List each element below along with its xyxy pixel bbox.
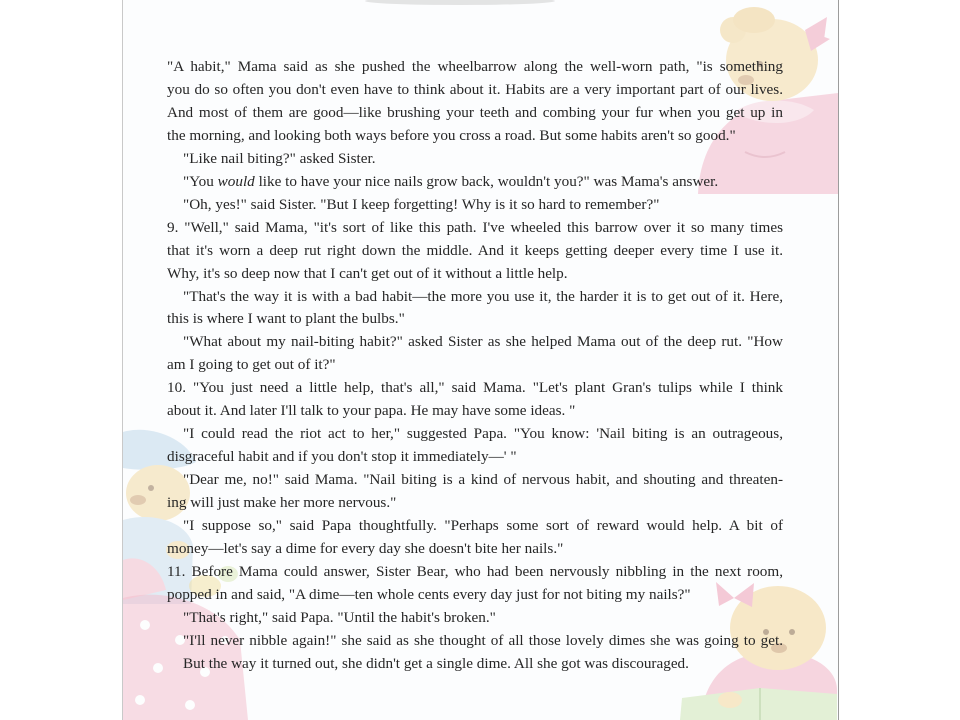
- text-line: 11. Before Mama could answer, Sister Bear, who had been nervously nibbling in the next room,: [167, 562, 783, 580]
- paragraph: [167, 331, 783, 377]
- dress-dot: [140, 620, 150, 630]
- text-line: And most of them are good—like brushing your teeth and combing your fur when you get up in: [167, 103, 783, 121]
- paragraph: [167, 630, 783, 653]
- paragraph: [167, 607, 783, 630]
- dress-dot: [153, 663, 163, 673]
- paragraph: [167, 377, 783, 423]
- paragraph: [167, 217, 783, 286]
- italic-word: would: [217, 172, 255, 190]
- green-book: [680, 688, 837, 720]
- smudge-mark: [365, 0, 555, 5]
- bear-nose: [130, 495, 146, 505]
- text-line: "What about my nail-biting habit?" asked Sister as she helped Mama out of the deep rut. "How: [183, 333, 783, 351]
- dress-dot: [135, 695, 145, 705]
- paragraph: [167, 194, 783, 217]
- text-line: disgraceful habit and if you don't stop it immediately—' ": [167, 448, 517, 466]
- paragraph: [167, 171, 783, 194]
- bear-hand: [718, 692, 742, 708]
- paragraph: [167, 423, 783, 469]
- text-line: ing will just make her more nervous.": [167, 494, 397, 512]
- text-line: "I'll never nibble again!" she said as she thought of all those lovely dimes she was going to get.: [183, 631, 783, 649]
- paragraph: [167, 653, 783, 676]
- text-line: "A habit," Mama said as she pushed the wheelbarrow along the well-worn path, "is something: [167, 58, 783, 75]
- text-line: "Dear me, no!" said Mama. "Nail biting is a kind of nervous habit, and shouting and threaten-: [183, 471, 783, 489]
- paragraph: [167, 286, 783, 332]
- dress-dot: [185, 700, 195, 710]
- text-line: "I could read the riot act to her," suggested Papa. "You know: 'Nail biting is an outrageous,: [183, 425, 783, 443]
- paragraph: [167, 561, 783, 607]
- text-line: "Like nail biting?" asked Sister.: [183, 149, 376, 167]
- bear-hand: [733, 7, 775, 33]
- text-line: But the way it turned out, she didn't get a single dime. All she got was discouraged.: [183, 654, 689, 672]
- text-line: about it. And later I'll talk to your papa. He may have some ideas. ": [167, 402, 576, 420]
- text-line: this is where I want to plant the bulbs.": [167, 310, 405, 328]
- text-line: popped in and said, "A dime—ten whole cents every day just for not biting my nails?": [167, 585, 691, 603]
- bear-eye: [789, 629, 795, 635]
- text-line: "That's right," said Papa. "Until the habit's broken.": [183, 608, 496, 626]
- text-line: am I going to get out of it?": [167, 356, 336, 374]
- paragraph: [167, 148, 783, 171]
- text-line: "Oh, yes!" said Sister. "But I keep forgetting! Why is it so hard to remember?": [183, 195, 660, 213]
- text-line: [183, 171, 783, 194]
- text-line: "I suppose so," said Papa thoughtfully. "Perhaps some sort of reward would help. A bit of: [183, 517, 783, 535]
- story-text: [167, 56, 783, 676]
- text-line: Why, it's so deep now that I can't get out of it without a little help.: [167, 264, 568, 282]
- bear-eye: [148, 485, 154, 491]
- paragraph: [167, 56, 783, 148]
- paragraph: [167, 515, 783, 561]
- text-line: you do so often you don't even have to think about it. Habits are a very important part of our lives.: [167, 80, 783, 98]
- text-segment: "You: [183, 172, 218, 190]
- paragraph: [167, 469, 783, 515]
- text-segment: like to have your nice nails grow back, wouldn't you?" was Mama's answer.: [254, 172, 719, 190]
- top-edge-smudge: [365, 0, 555, 5]
- text-line: "That's the way it is with a bad habit—the more you use it, the harder it is to get out of it. Here,: [183, 287, 783, 305]
- text-line: 9. "Well," said Mama, "it's sort of like this path. I've wheeled this barrow over it so many times: [167, 218, 783, 236]
- text-line: 10. "You just need a little help, that's all," said Mama. "Let's plant Gran's tulips while I think: [167, 379, 783, 397]
- text-line: money—let's say a dime for every day she doesn't bite her nails.": [167, 540, 564, 558]
- text-line: that it's worn a deep rut right down the middle. And it keeps getting deeper every time I use it.: [167, 241, 783, 259]
- text-line: the morning, and looking both ways before you cross a road. But some habits aren't so good.": [167, 126, 736, 144]
